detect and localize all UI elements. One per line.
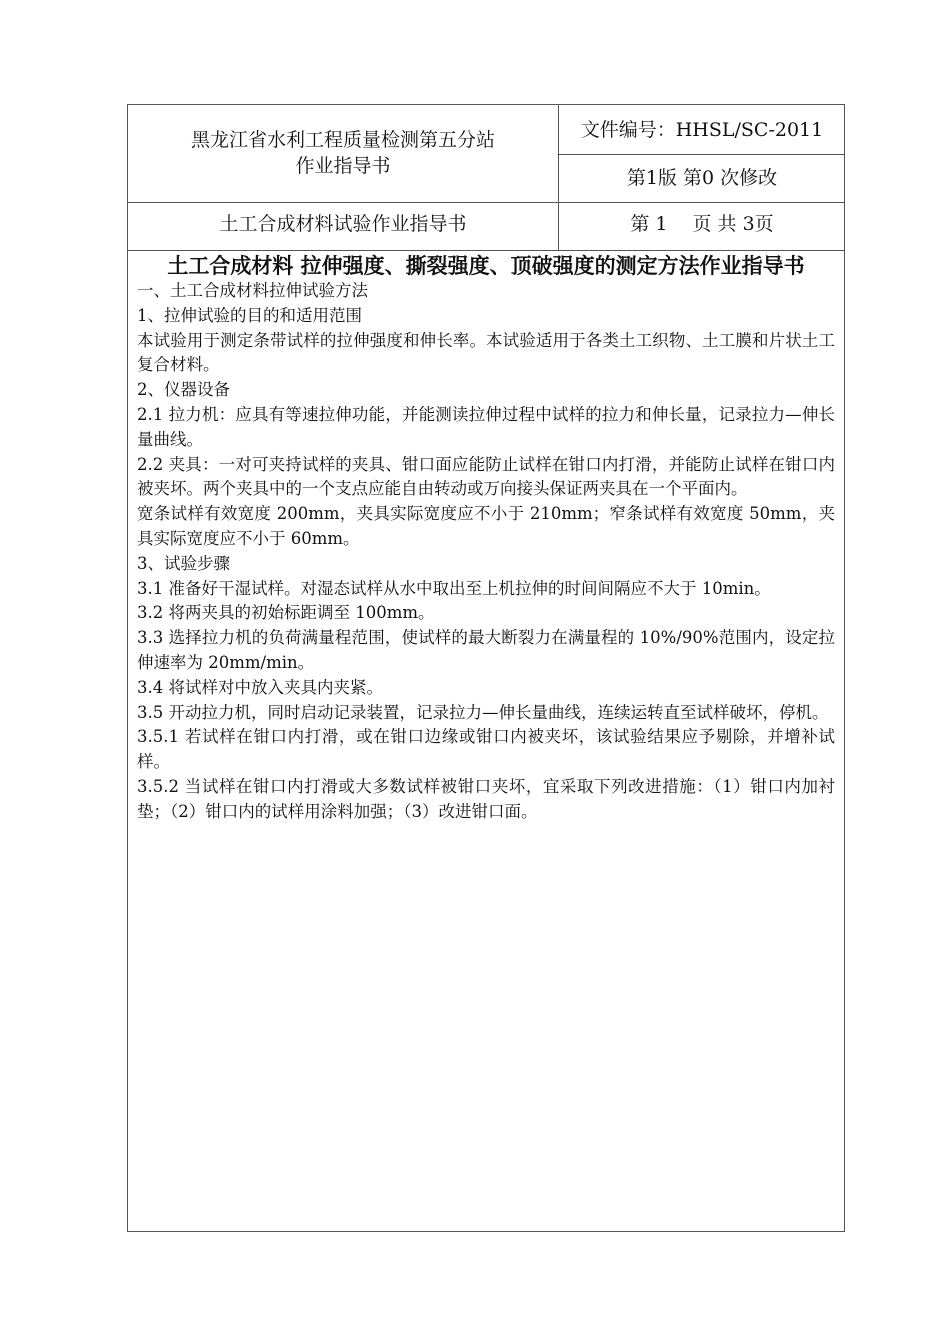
paragraph: 3.2 将两夹具的初始标距调至 100mm。 (137, 603, 435, 623)
header-divider (128, 202, 844, 203)
paragraph: 3.4 将试样对中放入夹具内夹紧。 (137, 677, 383, 697)
paragraph: 2、仪器设备 (137, 380, 230, 400)
org-line-2: 作业指导书 (295, 155, 391, 177)
paragraph: 3、试验步骤 (137, 553, 230, 573)
paragraph: 本试验用于测定条带试样的拉伸强度和伸长率。本试验适用于各类土工织物、土工膜和片状土工复合材料。 (137, 330, 835, 375)
main-title: 土工合成材料 拉伸强度、撕裂强度、顶破强度的测定方法作业指导书 (167, 253, 805, 278)
paragraph: 3.5.1 若试样在钳口内打滑，或在钳口边缘或钳口内被夹坏，该试验结果应予剔除，并增补试样。 (137, 727, 835, 772)
page-info: 第 1 页 共 3页 (630, 213, 774, 235)
paragraph: 1、拉伸试验的目的和适用范围 (137, 305, 362, 325)
paragraph: 3.5.2 当试样在钳口内打滑或大多数试样被钳口夹坏，宜采取下列改进措施：（1）钳口内加衬垫；（2）钳口内的试样用涂料加强；（3）改进钳口面。 (137, 776, 835, 821)
document-number: 文件编号：HHSL/SC-2011 (580, 119, 824, 141)
paragraph: 宽条试样有效宽度 200mm，夹具实际宽度应不小于 210mm；窄条试样有效宽度 50mm，夹具实际宽度应不小于 60mm。 (137, 504, 835, 548)
header-divider-right (558, 154, 844, 155)
paragraph: 一、土工合成材料拉伸试验方法 (137, 281, 368, 300)
title-row-divider (128, 250, 844, 251)
org-name (128, 127, 558, 179)
paragraph: 2.1 拉力机：应具有等速拉伸功能，并能测读拉伸过程中试样的拉力和伸长量，记录拉力—伸长量曲线。 (137, 404, 835, 449)
content-body (137, 279, 835, 825)
document-frame (127, 104, 845, 1232)
paragraph: 3.3 选择拉力机的负荷满量程范围，使试样的最大断裂力在满量程的 10%/90%范围内，设定拉伸速率为 20mm/min。 (137, 628, 835, 672)
version-info: 第1版 第0 次修改 (626, 167, 778, 189)
org-line-1: 黑龙江省水利工程质量检测第五分站 (190, 129, 495, 151)
paragraph: 3.5 开动拉力机，同时启动记录装置，记录拉力—伸长量曲线，连续运转直至试样破坏，停机。 (137, 702, 829, 722)
paragraph: 3.1 准备好干湿试样。对湿态试样从水中取出至上机拉伸的时间间隔应不大于 10min。 (137, 578, 771, 598)
document-title: 土工合成材料试验作业指导书 (219, 213, 467, 235)
paragraph: 2.2 夹具：一对可夹持试样的夹具、钳口面应能防止试样在钳口内打滑，并能防止试样在钳口内被夹坏。两个夹具中的一个支点应能自由转动或万向接头保证两夹具在一个平面内。 (137, 454, 835, 499)
